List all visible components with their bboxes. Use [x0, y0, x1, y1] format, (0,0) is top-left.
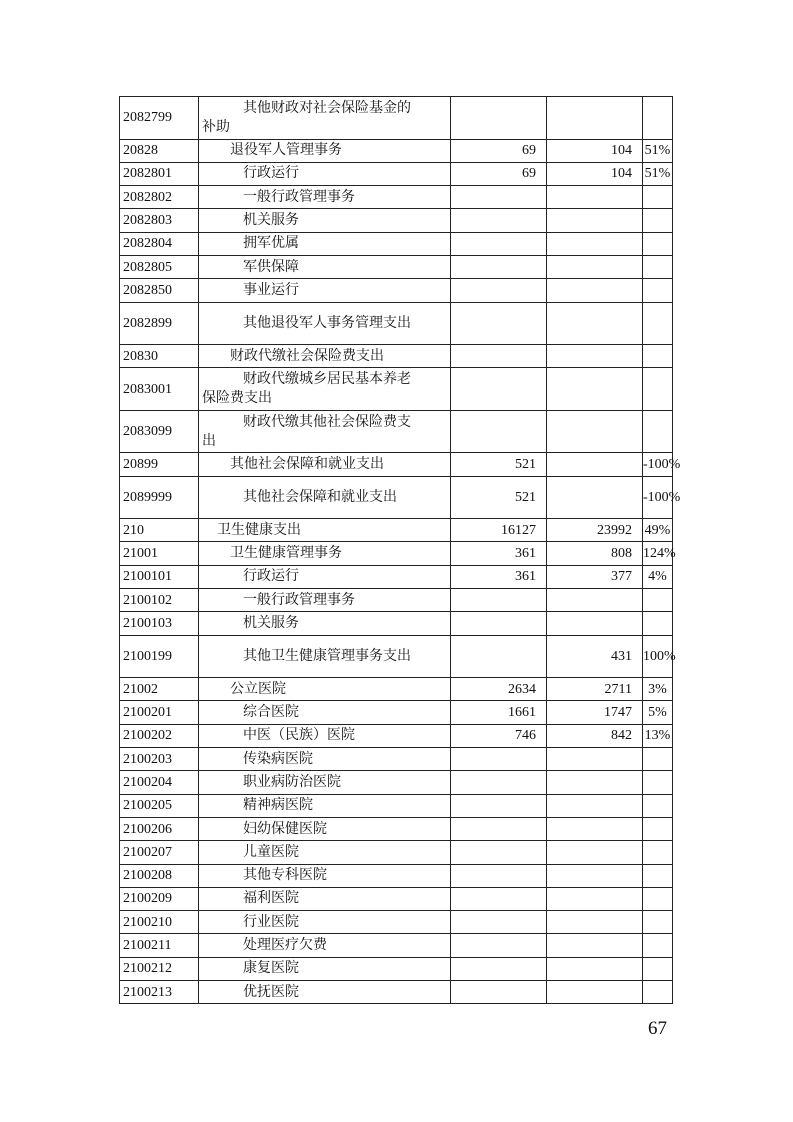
table-row	[120, 542, 673, 565]
name-cell: 传染病医院	[199, 748, 451, 771]
change-percent-cell	[643, 97, 673, 140]
table-row	[120, 232, 673, 255]
table-row	[120, 701, 673, 724]
prior-year-value-cell	[451, 911, 547, 934]
name-cell: 一般行政管理事务	[199, 589, 451, 612]
current-year-value-cell: 104	[547, 162, 643, 185]
current-year-value-cell	[547, 453, 643, 476]
prior-year-value-cell	[451, 368, 547, 411]
table-row	[120, 162, 673, 185]
table-row	[120, 678, 673, 701]
table-row	[120, 635, 673, 678]
prior-year-value-cell	[451, 841, 547, 864]
table-row	[120, 724, 673, 747]
current-year-value-cell	[547, 841, 643, 864]
current-year-value-cell: 1747	[547, 701, 643, 724]
name-cell: 其他退役军人事务管理支出	[199, 302, 451, 345]
current-year-value-cell	[547, 186, 643, 209]
prior-year-value-cell	[451, 864, 547, 887]
code-cell: 2100201	[120, 701, 199, 724]
change-percent-cell	[643, 368, 673, 411]
table-row	[120, 794, 673, 817]
name-cell: 其他卫生健康管理事务支出	[199, 635, 451, 678]
current-year-value-cell	[547, 981, 643, 1004]
current-year-value-cell	[547, 476, 643, 519]
change-percent-cell: -100%	[643, 476, 673, 519]
change-percent-cell	[643, 612, 673, 635]
code-cell: 21002	[120, 678, 199, 701]
change-percent-cell	[643, 864, 673, 887]
prior-year-value-cell	[451, 255, 547, 278]
prior-year-value-cell: 2634	[451, 678, 547, 701]
current-year-value-cell	[547, 887, 643, 910]
change-percent-cell	[643, 817, 673, 840]
prior-year-value-cell: 521	[451, 453, 547, 476]
name-cell: 精神病医院	[199, 794, 451, 817]
change-percent-cell: 4%	[643, 565, 673, 588]
table-row	[120, 453, 673, 476]
name-cell: 卫生健康支出	[199, 519, 451, 542]
prior-year-value-cell	[451, 981, 547, 1004]
current-year-value-cell	[547, 589, 643, 612]
current-year-value-cell	[547, 368, 643, 411]
code-cell: 2100208	[120, 864, 199, 887]
table-row	[120, 589, 673, 612]
prior-year-value-cell	[451, 589, 547, 612]
prior-year-value-cell	[451, 186, 547, 209]
name-cell: 其他社会保障和就业支出	[199, 453, 451, 476]
name-cell: 财政代缴其他社会保险费支出	[199, 410, 451, 453]
current-year-value-cell	[547, 817, 643, 840]
prior-year-value-cell: 1661	[451, 701, 547, 724]
prior-year-value-cell: 69	[451, 139, 547, 162]
table-row	[120, 612, 673, 635]
current-year-value-cell	[547, 255, 643, 278]
change-percent-cell	[643, 302, 673, 345]
name-cell: 优抚医院	[199, 981, 451, 1004]
name-cell: 行业医院	[199, 911, 451, 934]
change-percent-cell	[643, 279, 673, 302]
prior-year-value-cell	[451, 957, 547, 980]
prior-year-value-cell	[451, 817, 547, 840]
name-cell: 处理医疗欠费	[199, 934, 451, 957]
code-cell: 2083099	[120, 410, 199, 453]
change-percent-cell	[643, 255, 673, 278]
change-percent-cell	[643, 887, 673, 910]
table-row	[120, 864, 673, 887]
prior-year-value-cell	[451, 794, 547, 817]
name-cell: 妇幼保健医院	[199, 817, 451, 840]
prior-year-value-cell: 746	[451, 724, 547, 747]
name-cell: 福利医院	[199, 887, 451, 910]
table-row	[120, 476, 673, 519]
change-percent-cell	[643, 771, 673, 794]
change-percent-cell	[643, 209, 673, 232]
change-percent-cell: 124%	[643, 542, 673, 565]
current-year-value-cell	[547, 209, 643, 232]
name-cell: 其他财政对社会保险基金的补助	[199, 97, 451, 140]
name-cell: 卫生健康管理事务	[199, 542, 451, 565]
name-cell: 财政代缴社会保险费支出	[199, 345, 451, 368]
table-row	[120, 255, 673, 278]
name-cell: 财政代缴城乡居民基本养老保险费支出	[199, 368, 451, 411]
prior-year-value-cell	[451, 279, 547, 302]
change-percent-cell	[643, 981, 673, 1004]
change-percent-cell	[643, 589, 673, 612]
table-row	[120, 410, 673, 453]
current-year-value-cell	[547, 934, 643, 957]
current-year-value-cell	[547, 748, 643, 771]
name-cell: 职业病防治医院	[199, 771, 451, 794]
table-row	[120, 139, 673, 162]
prior-year-value-cell	[451, 410, 547, 453]
code-cell: 2082802	[120, 186, 199, 209]
name-cell: 公立医院	[199, 678, 451, 701]
table-row	[120, 345, 673, 368]
table-row	[120, 817, 673, 840]
current-year-value-cell	[547, 612, 643, 635]
name-cell: 行政运行	[199, 162, 451, 185]
table-row	[120, 279, 673, 302]
name-cell: 其他专科医院	[199, 864, 451, 887]
name-cell: 机关服务	[199, 612, 451, 635]
name-cell: 事业运行	[199, 279, 451, 302]
code-cell: 210	[120, 519, 199, 542]
prior-year-value-cell	[451, 302, 547, 345]
table-row	[120, 748, 673, 771]
name-cell: 综合医院	[199, 701, 451, 724]
current-year-value-cell: 104	[547, 139, 643, 162]
table-row	[120, 911, 673, 934]
budget-table	[119, 96, 681, 1004]
table-row	[120, 957, 673, 980]
current-year-value-cell	[547, 957, 643, 980]
name-cell: 拥军优属	[199, 232, 451, 255]
current-year-value-cell: 431	[547, 635, 643, 678]
code-cell: 2082799	[120, 97, 199, 140]
current-year-value-cell	[547, 771, 643, 794]
page-number: 67	[648, 1018, 667, 1039]
current-year-value-cell	[547, 410, 643, 453]
prior-year-value-cell: 361	[451, 542, 547, 565]
change-percent-cell	[643, 841, 673, 864]
name-cell: 中医（民族）医院	[199, 724, 451, 747]
name-cell: 康复医院	[199, 957, 451, 980]
prior-year-value-cell	[451, 635, 547, 678]
prior-year-value-cell	[451, 934, 547, 957]
code-cell: 2100209	[120, 887, 199, 910]
current-year-value-cell: 808	[547, 542, 643, 565]
change-percent-cell	[643, 957, 673, 980]
code-cell: 2082801	[120, 162, 199, 185]
name-cell: 退役军人管理事务	[199, 139, 451, 162]
code-cell: 2100202	[120, 724, 199, 747]
current-year-value-cell	[547, 911, 643, 934]
table-row	[120, 887, 673, 910]
code-cell: 2082803	[120, 209, 199, 232]
change-percent-cell	[643, 794, 673, 817]
code-cell: 2100103	[120, 612, 199, 635]
change-percent-cell	[643, 186, 673, 209]
current-year-value-cell	[547, 279, 643, 302]
code-cell: 2100213	[120, 981, 199, 1004]
prior-year-value-cell	[451, 209, 547, 232]
table-row	[120, 771, 673, 794]
table-row	[120, 841, 673, 864]
current-year-value-cell	[547, 794, 643, 817]
prior-year-value-cell	[451, 887, 547, 910]
change-percent-cell	[643, 934, 673, 957]
table-row	[120, 934, 673, 957]
change-percent-cell	[643, 911, 673, 934]
prior-year-value-cell	[451, 612, 547, 635]
change-percent-cell: 51%	[643, 162, 673, 185]
code-cell: 2100204	[120, 771, 199, 794]
prior-year-value-cell: 16127	[451, 519, 547, 542]
change-percent-cell: 5%	[643, 701, 673, 724]
code-cell: 2100210	[120, 911, 199, 934]
prior-year-value-cell	[451, 232, 547, 255]
current-year-value-cell: 23992	[547, 519, 643, 542]
code-cell: 20830	[120, 345, 199, 368]
code-cell: 2100206	[120, 817, 199, 840]
current-year-value-cell: 2711	[547, 678, 643, 701]
code-cell: 2082804	[120, 232, 199, 255]
code-cell: 2100205	[120, 794, 199, 817]
code-cell: 2100211	[120, 934, 199, 957]
code-cell: 2083001	[120, 368, 199, 411]
code-cell: 2100102	[120, 589, 199, 612]
change-percent-cell	[643, 410, 673, 453]
name-cell: 儿童医院	[199, 841, 451, 864]
prior-year-value-cell	[451, 748, 547, 771]
prior-year-value-cell	[451, 345, 547, 368]
code-cell: 2089999	[120, 476, 199, 519]
current-year-value-cell	[547, 345, 643, 368]
current-year-value-cell	[547, 864, 643, 887]
code-cell: 2100212	[120, 957, 199, 980]
change-percent-cell	[643, 345, 673, 368]
prior-year-value-cell	[451, 771, 547, 794]
change-percent-cell: 13%	[643, 724, 673, 747]
prior-year-value-cell: 361	[451, 565, 547, 588]
name-cell: 一般行政管理事务	[199, 186, 451, 209]
name-cell: 军供保障	[199, 255, 451, 278]
code-cell: 2082850	[120, 279, 199, 302]
table-row	[120, 97, 673, 140]
current-year-value-cell	[547, 232, 643, 255]
change-percent-cell: -100%	[643, 453, 673, 476]
current-year-value-cell: 842	[547, 724, 643, 747]
change-percent-cell	[643, 748, 673, 771]
change-percent-cell: 100%	[643, 635, 673, 678]
table-row	[120, 209, 673, 232]
change-percent-cell	[643, 232, 673, 255]
name-cell: 行政运行	[199, 565, 451, 588]
table-row	[120, 981, 673, 1004]
table-row	[120, 519, 673, 542]
code-cell: 2100199	[120, 635, 199, 678]
code-cell: 2100207	[120, 841, 199, 864]
table-row	[120, 368, 673, 411]
table-row	[120, 302, 673, 345]
current-year-value-cell	[547, 302, 643, 345]
code-cell: 20828	[120, 139, 199, 162]
prior-year-value-cell: 69	[451, 162, 547, 185]
code-cell: 21001	[120, 542, 199, 565]
table-row	[120, 186, 673, 209]
code-cell: 2100203	[120, 748, 199, 771]
change-percent-cell: 51%	[643, 139, 673, 162]
current-year-value-cell	[547, 97, 643, 140]
current-year-value-cell: 377	[547, 565, 643, 588]
name-cell: 机关服务	[199, 209, 451, 232]
change-percent-cell: 49%	[643, 519, 673, 542]
table-row	[120, 565, 673, 588]
prior-year-value-cell	[451, 97, 547, 140]
code-cell: 2100101	[120, 565, 199, 588]
code-cell: 2082899	[120, 302, 199, 345]
name-cell: 其他社会保障和就业支出	[199, 476, 451, 519]
code-cell: 2082805	[120, 255, 199, 278]
prior-year-value-cell: 521	[451, 476, 547, 519]
code-cell: 20899	[120, 453, 199, 476]
change-percent-cell: 3%	[643, 678, 673, 701]
